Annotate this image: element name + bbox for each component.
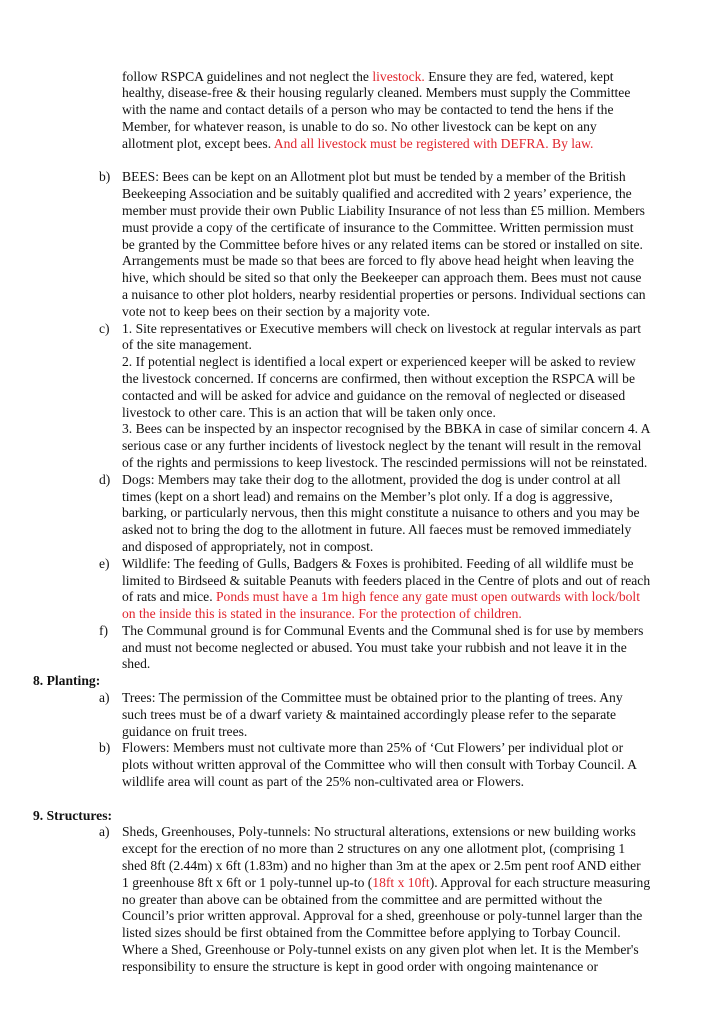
line-text	[122, 522, 631, 539]
text-segment: of rats and mice.	[122, 589, 216, 605]
text-line	[0, 757, 724, 774]
text-line	[0, 321, 724, 338]
text-segment: Dogs: Members may take their dog to the allotment, provided the dog is under control at all	[122, 471, 621, 487]
item-label: e)	[99, 555, 110, 571]
line-text	[122, 85, 630, 102]
line-text	[122, 354, 636, 371]
text-line	[0, 875, 724, 892]
line-text	[122, 203, 645, 220]
text-segment: responsibility to ensure the structure is kept in good order with ongoing maintenance or	[122, 958, 599, 974]
text-line	[0, 623, 724, 640]
highlighted-text: livestock.	[372, 68, 425, 84]
list-item	[0, 556, 724, 623]
text-segment: be granted by the Committee before hives or any related items can be stored or installed on site.	[122, 236, 643, 252]
line-text	[122, 656, 150, 673]
blank-line	[0, 153, 724, 170]
document-page	[0, 69, 724, 976]
text-line	[0, 505, 724, 522]
text-segment: 3. Bees can be inspected by an inspector recognised by the BBKA in case of similar concern 4. A	[122, 421, 651, 437]
text-line	[0, 589, 724, 606]
blank-line	[0, 791, 724, 808]
line-text	[122, 724, 247, 741]
text-line	[0, 707, 724, 724]
line-text	[122, 505, 640, 522]
line-text	[122, 371, 635, 388]
text-segment: except for the erection of no more than 2 structures on any one allotment plot, (comprising 1	[122, 841, 626, 857]
text-segment: serious case or any further incidents of livestock neglect by the tenant will result in the removal	[122, 438, 642, 454]
line-text	[122, 455, 647, 472]
text-line	[0, 556, 724, 573]
line-text	[122, 405, 496, 422]
list-item	[0, 824, 724, 975]
text-line	[0, 237, 724, 254]
text-segment: limited to Birdseed & suitable Peanuts with feeders placed in the Centre of plots and out of reach	[122, 572, 651, 588]
text-segment: contacted and will be asked for advice and guidance on the removal of neglected or diseased	[122, 387, 626, 403]
line-text	[122, 959, 598, 976]
text-segment: Member, for whatever reason, is unable to do so. No other livestock can be kept on any	[122, 118, 597, 134]
text-segment: listed sizes should be first obtained from the Committee before applying to Torbay Council.	[122, 925, 621, 941]
text-segment: livestock to other care. This is an action that will be taken only once.	[122, 404, 496, 420]
text-segment: Where a Shed, Greenhouse or Poly-tunnel exists on any given plot when let. It is the Member's	[122, 942, 639, 958]
text-segment: member must provide their own Public Liability Insurance of not less than £5 million. Members	[122, 202, 645, 218]
text-segment: The Communal ground is for Communal Events and the Communal shed is for use by members	[122, 622, 644, 638]
item-label: a)	[99, 690, 110, 706]
item-label: c)	[99, 320, 110, 336]
text-segment: a nuisance to other plot holders, nearby residential properties or persons. Individual sections can	[122, 286, 646, 302]
text-line	[0, 438, 724, 455]
line-text	[122, 841, 625, 858]
text-segment: vote not to keep bees on their section by a majority vote.	[122, 303, 431, 319]
line-text	[122, 102, 613, 119]
text-line	[0, 388, 724, 405]
line-text	[122, 321, 641, 338]
text-segment: Council’s prior written approval. Approval for a shed, greenhouse or poly-tunnel larger than the	[122, 908, 643, 924]
item-label: f)	[99, 622, 109, 638]
text-line	[0, 522, 724, 539]
text-line	[0, 220, 724, 237]
text-segment: and disposed of appropriately, not in compost.	[122, 538, 374, 554]
text-line	[0, 740, 724, 757]
text-line	[0, 371, 724, 388]
line-text	[122, 556, 634, 573]
text-line	[0, 472, 724, 489]
item-label: b)	[99, 740, 111, 756]
line-text	[122, 774, 524, 791]
text-segment: such trees must be of a dwarf variety & maintained accordingly please refer to the separate	[122, 706, 617, 722]
line-text	[122, 136, 593, 153]
text-line	[0, 925, 724, 942]
text-line	[0, 337, 724, 354]
text-line	[0, 908, 724, 925]
line-text	[122, 892, 602, 909]
line-text	[122, 942, 639, 959]
text-line	[0, 656, 724, 673]
text-segment: Beekeeping Association and be suitably qualified and accredited with 2 years’ experience, the	[122, 186, 632, 202]
line-text	[122, 69, 614, 86]
list-item	[0, 690, 724, 740]
text-segment: 1 greenhouse 8ft x 6ft or 1 poly-tunnel up-to (	[122, 874, 373, 890]
line-text	[122, 690, 623, 707]
text-segment: healthy, disease-free & their housing regularly cleaned. Members must supply the Committee	[122, 85, 631, 101]
line-text	[122, 539, 373, 556]
line-text	[122, 186, 632, 203]
text-segment: 2. If potential neglect is identified a local expert or experienced keeper will be asked to review	[122, 354, 636, 370]
text-line	[0, 724, 724, 741]
text-segment: times (kept on a short lead) and remains on the Member’s plot only. If a dog is aggressive,	[122, 488, 613, 504]
text-line	[0, 489, 724, 506]
text-line	[0, 606, 724, 623]
section-heading: 9. Structures:	[33, 807, 113, 823]
text-line	[0, 253, 724, 270]
text-segment: 1. Site representatives or Executive members will check on livestock at regular intervals as part	[122, 320, 642, 336]
list-item	[0, 472, 724, 556]
line-text	[122, 287, 646, 304]
line-text	[122, 438, 641, 455]
line-text	[122, 304, 430, 321]
text-segment: follow RSPCA guidelines and not neglect the	[122, 68, 373, 84]
text-line	[0, 959, 724, 976]
line-text	[122, 489, 613, 506]
highlighted-text: And all livestock must be registered with DEFRA. By law.	[273, 135, 594, 151]
list-item	[0, 169, 724, 320]
list-item	[0, 740, 724, 790]
highlighted-text: on the inside this is stated in the insurance. For the protection of children.	[122, 606, 522, 622]
text-segment: barking, or particularly nervous, then this might constitute a nuisance to others and you may be	[122, 505, 640, 521]
line-text	[122, 858, 641, 875]
text-segment: with the name and contact details of a person who may be contacted to tend the hens if the	[122, 102, 614, 118]
text-segment: Trees: The permission of the Committee must be obtained prior to the planting of trees. Any	[122, 690, 623, 706]
text-line	[0, 640, 724, 657]
text-segment: wildlife area will count as part of the 25% non-cultivated area or Flowers.	[122, 774, 525, 790]
text-line	[0, 304, 724, 321]
line-text	[122, 824, 636, 841]
text-line	[0, 203, 724, 220]
text-segment: ). Approval for each structure measuring	[429, 874, 651, 890]
line-text	[122, 220, 633, 237]
item-label: d)	[99, 471, 111, 487]
text-segment: and must not become neglected or abused. You must take your rubbish and not leave it in the	[122, 639, 627, 655]
text-line	[0, 858, 724, 875]
text-line	[0, 455, 724, 472]
text-segment: hive, which should be sited so that only the Beekeeper can approach them. Bees must not cause	[122, 270, 642, 286]
text-line	[0, 136, 724, 153]
line-text	[122, 606, 522, 623]
line-text	[122, 169, 626, 186]
section-heading: 8. Planting:	[33, 673, 101, 689]
text-line	[0, 287, 724, 304]
line-text	[122, 740, 623, 757]
section-heading-row	[0, 808, 724, 825]
item-label: b)	[99, 169, 111, 185]
text-segment: no greater than above can be obtained from the committee and are permitted without the	[122, 891, 603, 907]
text-line	[0, 824, 724, 841]
text-line	[0, 405, 724, 422]
list-item	[0, 69, 724, 153]
line-text	[122, 388, 625, 405]
line-text	[122, 270, 641, 287]
text-line	[0, 85, 724, 102]
text-segment: Sheds, Greenhouses, Poly-tunnels: No structural alterations, extensions or new building works	[122, 824, 636, 840]
line-text	[122, 925, 621, 942]
text-segment: guidance on fruit trees.	[122, 723, 248, 739]
line-text	[122, 623, 643, 640]
text-line	[0, 841, 724, 858]
text-segment: of the site management.	[122, 337, 252, 353]
line-text	[122, 875, 650, 892]
text-line	[0, 690, 724, 707]
line-text	[122, 421, 651, 438]
text-line	[0, 169, 724, 186]
text-segment: the livestock concerned. If concerns are confirmed, then without exception the RSPCA will be	[122, 370, 636, 386]
text-segment: Arrangements must be made so that bees are forced to fly above head height when leaving the	[122, 253, 634, 269]
text-line	[0, 102, 724, 119]
line-text	[122, 908, 642, 925]
text-line	[0, 942, 724, 959]
line-text	[122, 119, 597, 136]
text-segment: Flowers: Members must not cultivate more than 25% of ‘Cut Flowers’ per individual plot or	[122, 740, 624, 756]
text-line	[0, 539, 724, 556]
text-segment: allotment plot, except bees.	[122, 135, 274, 151]
text-line	[0, 774, 724, 791]
text-segment: Wildlife: The feeding of Gulls, Badgers & Foxes is prohibited. Feeding of all wildlife must be	[122, 555, 634, 571]
text-segment: must provide a copy of the certificate of insurance to the Committee. Written permission must	[122, 219, 634, 235]
section-heading-row	[0, 673, 724, 690]
text-segment: plots without written approval of the Committee who will then consult with Torbay Council. A	[122, 757, 637, 773]
line-text	[122, 337, 252, 354]
text-line	[0, 421, 724, 438]
line-text	[122, 707, 616, 724]
text-segment: shed 8ft (2.44m) x 6ft (1.83m) and no higher than 3m at the apex or 2.5m pent roof AND either	[122, 858, 641, 874]
text-segment: shed.	[122, 656, 151, 672]
list-item	[0, 321, 724, 472]
list-item	[0, 623, 724, 673]
line-text	[122, 640, 627, 657]
text-line	[0, 573, 724, 590]
line-text	[122, 472, 621, 489]
text-line	[0, 119, 724, 136]
line-text	[122, 757, 637, 774]
text-line	[0, 69, 724, 86]
line-text	[122, 589, 640, 606]
highlighted-text: Ponds must have a 1m high fence any gate must open outwards with lock/bolt	[216, 589, 640, 605]
line-text	[122, 573, 650, 590]
highlighted-text: 18ft x 10ft	[372, 874, 430, 890]
text-line	[0, 270, 724, 287]
text-segment: of the rights and permissions to keep livestock. The rescinded permissions will not be reinstated.	[122, 454, 648, 470]
text-segment: Ensure they are fed, watered, kept	[424, 68, 614, 84]
text-line	[0, 186, 724, 203]
text-segment: asked not to bring the dog to the allotment in future. All faeces must be removed immediately	[122, 522, 632, 538]
text-line	[0, 354, 724, 371]
line-text	[122, 237, 643, 254]
text-line	[0, 892, 724, 909]
text-segment: BEES: Bees can be kept on an Allotment plot but must be tended by a member of the British	[122, 169, 626, 185]
item-label: a)	[99, 824, 110, 840]
line-text	[122, 253, 634, 270]
